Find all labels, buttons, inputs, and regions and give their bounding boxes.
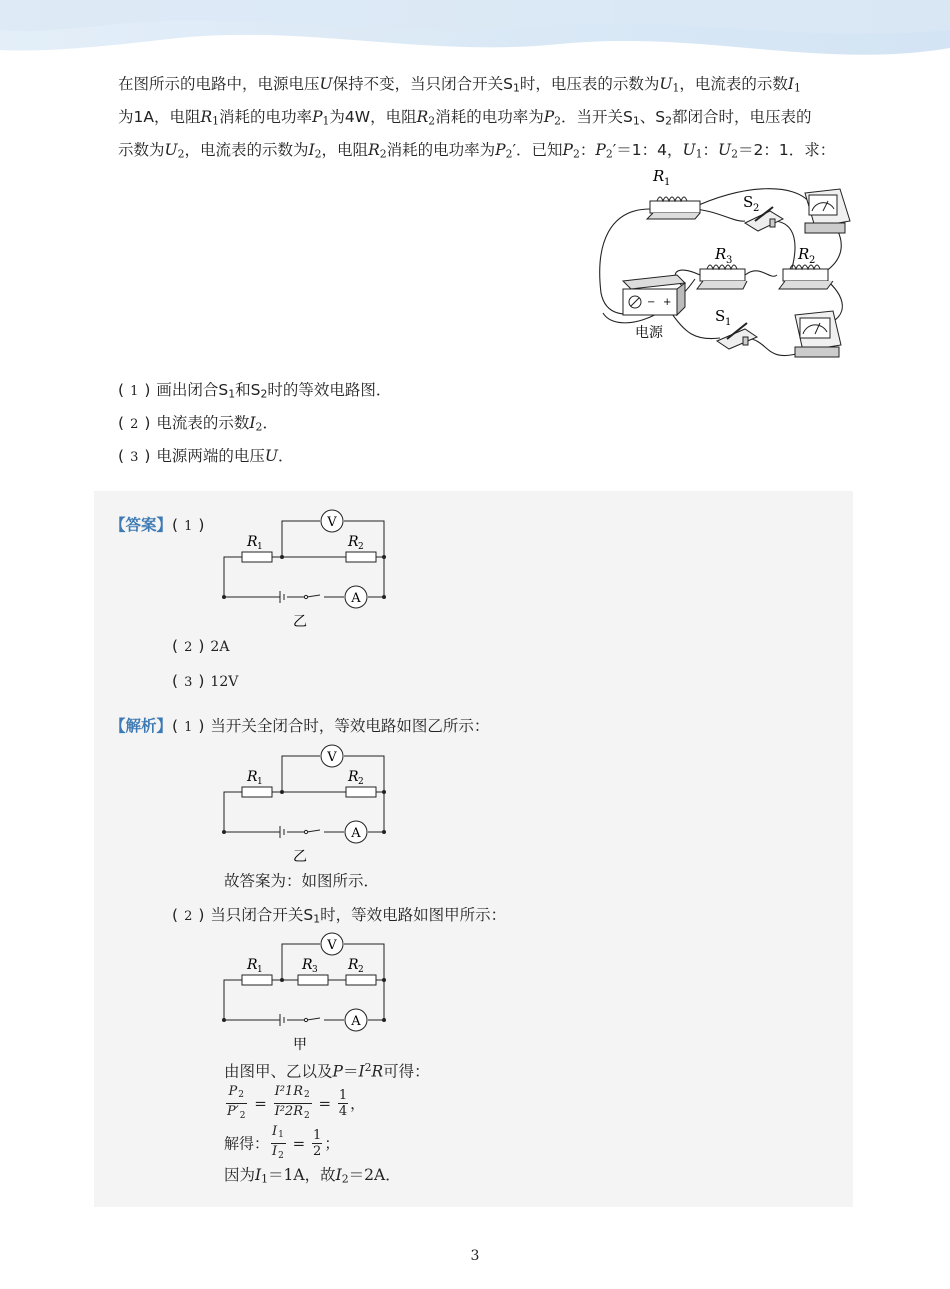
equation-1: $\frac{P_2}{P'_2}$ = $\frac{I^21R_2}{I^22R_2}$ = $\frac{1}{4}$ ， <box>224 1084 365 1124</box>
circuit-yi-analysis <box>218 740 393 865</box>
circuit-yi-answer <box>218 505 393 630</box>
question-1: ( 1 ) 画出闭合$S_1$和$S_2$时的等效电路图． <box>118 381 392 401</box>
r1-board <box>647 197 700 219</box>
problem-line-2: 为1A，电阻$R_1$消耗的电功率$P_1$为4W，电阻$R_2$消耗的电功率为$P_2$．当开关$S_1$、$S_2$都闭合时，电压表的 <box>118 108 812 128</box>
fig-label-s2: S <box>743 193 754 211</box>
problem-line-3: 示数为$U_2$，电流表的示数为$I_2$，电阻$R_2$消耗的电功率为$P_2'$．已知$P_2$：$P_2'=1$：4，$U_1$：$U_2=2$：1．求： <box>118 141 836 161</box>
yi-answer-r1-sub: 1 <box>257 542 263 552</box>
analysis-final: 因为$I_1=1A$，故$I_2=2A$． <box>224 1166 401 1186</box>
yi-answer-caption: 乙 <box>293 614 307 630</box>
analysis-derive: 由图甲、乙以及$P=I^2R$可得： <box>224 1061 430 1081</box>
question-3: ( 3 ) 电源两端的电压U． <box>118 447 294 465</box>
s1-switch <box>717 323 757 349</box>
fig-label-r1-sub: 1 <box>664 177 671 188</box>
yi-analysis-voltmeter: V <box>327 750 337 765</box>
fig-label-r2: R <box>798 245 810 263</box>
question-2: ( 2 ) 电流表的示数$I_2$． <box>118 414 278 434</box>
jia-r3-sub: 3 <box>312 965 318 975</box>
eq2-frac-1: $\frac{I_1}{I_2}$ <box>272 1124 284 1161</box>
r2-board <box>779 265 833 289</box>
eq2-frac-2: $\frac{1}{2}$ <box>313 1128 322 1160</box>
analysis-tag: 【解析】 <box>110 717 173 735</box>
eq1-frac-3: $\frac{1}{4}$ <box>338 1088 348 1120</box>
r3-board <box>697 265 747 289</box>
voltmeter-device <box>805 189 850 233</box>
fig-label-s2-sub: 2 <box>753 203 760 214</box>
fig-label-power: 电源 <box>635 325 663 341</box>
fig-label-r2-sub: 2 <box>809 255 816 266</box>
ammeter-device <box>795 311 841 357</box>
yi-answer-voltmeter: V <box>327 515 337 530</box>
fig-label-r3: R <box>715 245 727 263</box>
yi-answer-ammeter: A <box>351 591 361 606</box>
yi-analysis-r2: R <box>348 769 359 785</box>
yi-analysis-ammeter: A <box>351 826 361 841</box>
answer-heading: 【答案】( 1 ) <box>110 516 205 534</box>
jia-r3: R <box>302 957 313 973</box>
fig-label-s1: S <box>715 307 726 325</box>
analysis-conclusion-1: 故答案为：如图所示． <box>224 872 380 890</box>
yi-analysis-r1: R <box>247 769 258 785</box>
jia-caption: 甲 <box>293 1037 307 1053</box>
eq1-frac-1: $\frac{P_2}{P'_2}$ <box>227 1084 246 1121</box>
answer-item-2: ( 2 ) 2A <box>172 637 230 655</box>
header-wave-decoration <box>0 0 950 70</box>
yi-analysis-caption: 乙 <box>293 849 307 865</box>
problem-line-1: 在图所示的电路中，电源电压U保持不变，当只闭合开关$S_1$时，电压表的示数为$U_1$，电流表的示数$I_1$ <box>118 75 801 95</box>
yi-answer-r2-sub: 2 <box>358 542 364 552</box>
jia-r1-sub: 1 <box>257 965 263 975</box>
yi-analysis-r2-sub: 2 <box>358 777 364 787</box>
jia-r2-sub: 2 <box>358 965 364 975</box>
page-number: 3 <box>470 1248 480 1264</box>
yi-analysis-r1-sub: 1 <box>257 777 263 787</box>
physical-circuit-figure <box>595 163 860 378</box>
eq1-frac-2: $\frac{I^21R_2}{I^22R_2}$ <box>274 1084 310 1121</box>
power-minus-label: − <box>647 297 656 308</box>
circuit-jia-analysis <box>218 928 393 1053</box>
equation-2: 解得： $\frac{I_1}{I_2}$ = $\frac{1}{2}$ ； <box>224 1124 339 1164</box>
fig-label-r1: R <box>653 167 665 185</box>
fig-label-s1-sub: 1 <box>725 317 732 328</box>
answer-item-3: ( 3 ) 12V <box>172 672 239 690</box>
jia-ammeter: A <box>351 1014 361 1029</box>
power-supply-box <box>623 275 685 315</box>
power-plus-label: + <box>663 297 672 308</box>
fig-label-r3-sub: 3 <box>726 255 733 266</box>
yi-answer-r2: R <box>348 534 359 550</box>
analysis-part-2: ( 2 ) 当只闭合开关$S_1$时，等效电路如图甲所示： <box>172 906 507 926</box>
jia-r2: R <box>348 957 359 973</box>
jia-r1: R <box>247 957 258 973</box>
answer-tag: 【答案】 <box>110 516 173 534</box>
analysis-heading: 【解析】( 1 ) 当开关全闭合时，等效电路如图乙所示： <box>110 717 490 735</box>
jia-voltmeter: V <box>327 938 337 953</box>
answer-panel <box>94 491 853 1207</box>
yi-answer-r1: R <box>247 534 258 550</box>
